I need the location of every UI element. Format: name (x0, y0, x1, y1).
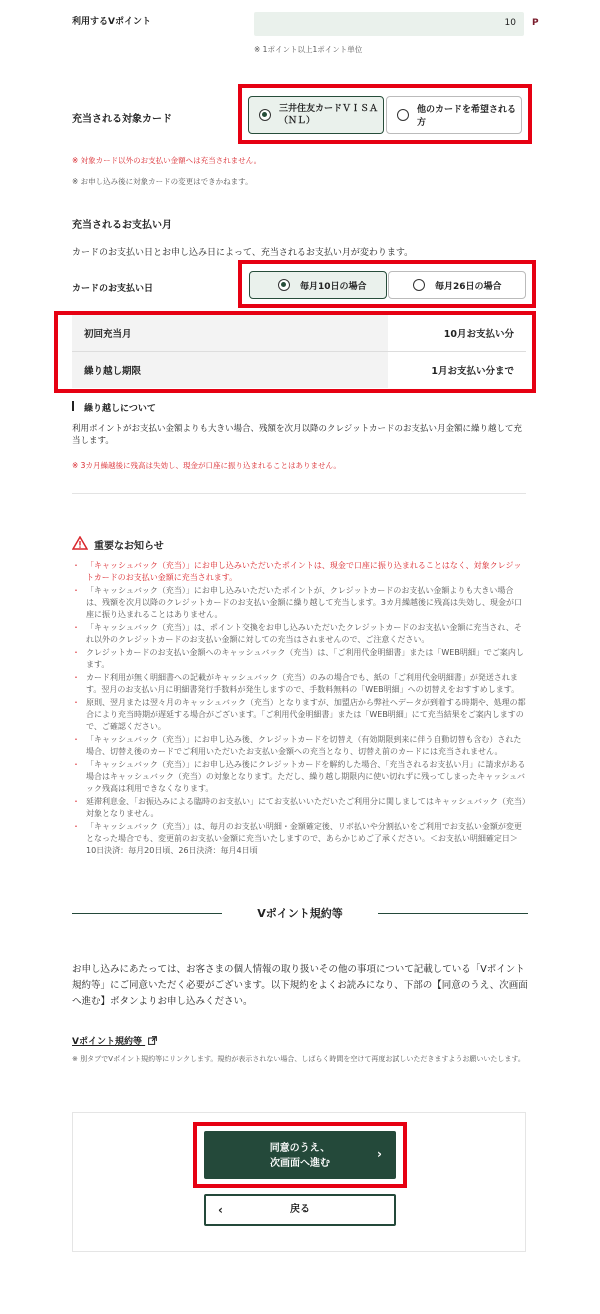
important-item: ・ 「キャッシュバック（充当）」にお申し込みいただいたポイントは、現金で口座に振り込まれることはなく、対象クレジットカードのお支払い金額に充当されます。 (72, 560, 526, 584)
back-button-label: 戻る (290, 1204, 310, 1215)
divider (72, 493, 526, 494)
points-note: ※ 1ポイント以上1ポイント単位 (254, 45, 363, 54)
important-list (72, 560, 526, 858)
target-card-note: ※ お申し込み後に対象カードの変更はできかねます。 (72, 177, 253, 186)
important-item: ・ 「キャッシュバック（充当）」にお申し込み後にクレジットカードを解約した場合、「充当されるお支払い月」に請求がある場合はキャッシュバック（充当）の対象となります。ただし、繰り越し期限内に使い切れずに残ってしまったキャッシュバック残高は利用できなくなります。 (72, 759, 526, 795)
agree-next-label-1: 同意のうえ、 (269, 1143, 331, 1154)
radio-card-nl[interactable] (248, 96, 384, 134)
payment-month-title: 充当されるお支払い月 (72, 220, 172, 231)
radio-card-other[interactable] (386, 96, 522, 134)
heading-rule-right (378, 913, 528, 914)
important-item: ・ カード利用が無く明細書への記載がキャッシュバック（充当）のみの場合でも、紙の「ご利用代金明細書」が発送されます。翌月のお支払い月に明細書発行手数料が発生しますので、手数料無料の「WEB明細」への切替えをおすすめします。 (72, 672, 526, 696)
terms-note: ※ 別タブでVポイント規約等にリンクします。規約が表示されない場合、しばらく時間を空けて再度お試しいただきますようお願いいたします。 (72, 1055, 525, 1063)
schedule-row (72, 352, 526, 388)
chevron-right-icon: › (377, 1147, 382, 1161)
important-title: 重要なお知らせ (94, 541, 164, 552)
schedule-row-value: 1月お支払い分まで (431, 366, 514, 377)
radio-payday-26-label: 毎月26日の場合 (435, 281, 502, 292)
terms-text: お申し込みにあたっては、お客さまの個人情報の取り扱いその他の事項について記載している「Vポイント規約等」にご同意いただく必要がございます。以下規約をよくお読みになり、下部の【同意のうえ、次画面へ進む】ボタンよりお申し込みください。 (72, 964, 528, 1007)
section-marker-icon (72, 401, 74, 411)
radio-payday-10-label: 毎月10日の場合 (300, 281, 367, 292)
carryover-title: 繰り越しについて (84, 404, 156, 414)
pay-day-label: カードのお支払い日 (72, 284, 154, 294)
important-item: ・ 「キャッシュバック（充当）」は、毎月のお支払い明細・金額確定後、リボ払いや分割払いをご利用でお支払い金額が変更となった場合でも、変更前のお支払い金額に充当いたしますので、あらかじめご了承ください。＜お支払い明細確定日＞10日決済：毎月20日頃、26日決済：毎月4日頃 (72, 821, 526, 857)
target-card-label: 充当される対象カード (72, 114, 172, 125)
terms-heading: Vポイント規約等 (257, 907, 343, 920)
chevron-left-icon: ‹ (218, 1203, 223, 1217)
payment-month-description: カードのお支払い日とお申し込み日によって、充当されるお支払い月が変わります。 (72, 248, 414, 258)
terms-link[interactable] (72, 1034, 157, 1047)
radio-card-other-label: 他のカードを希望される方 (417, 105, 517, 128)
agree-next-button[interactable] (204, 1131, 396, 1179)
schedule-row-value: 10月お支払い分 (443, 329, 514, 340)
points-unit: P (532, 18, 539, 28)
carryover-warning: ※ 3カ月繰越後に残高は失効し、現金が口座に振り込まれることはありません。 (72, 461, 341, 470)
important-item: ・ 「キャッシュバック（充当）」にお申し込み後、クレジットカードを切替え（有効期限到来に伴う自動切替も含む）された場合、切替え後のカードでご利用いただいたお支払い金額への充当となり、切替え前のカードには充当されません。 (72, 734, 526, 758)
schedule-row (72, 315, 526, 351)
target-card-warning: ※ 対象カード以外のお支払い金額へは充当されません。 (72, 156, 262, 165)
radio-selected-icon (278, 279, 290, 291)
radio-unselected-icon (397, 109, 409, 121)
radio-unselected-icon (413, 279, 425, 291)
important-item: ・ クレジットカードのお支払い金額へのキャッシュバック（充当）は、「ご利用代金明細書」または「WEB明細」でご案内します。 (72, 647, 526, 671)
points-value: 10 (504, 18, 516, 28)
warning-triangle-icon (72, 536, 88, 550)
carryover-text: 利用ポイントがお支払い金額よりも大きい場合、残額を次月以降のクレジットカードのお支払い月金額に繰り越して充当します。 (72, 424, 523, 446)
heading-rule-left (72, 913, 222, 914)
external-link-icon (148, 1036, 157, 1045)
radio-card-nl-label: 三井住友カードＶＩＳＡ（ＮＬ） (279, 104, 379, 126)
terms-link-label: Vポイント規約等 (72, 1037, 142, 1047)
points-input[interactable] (254, 12, 524, 36)
points-label: 利用するVポイント (72, 17, 151, 27)
back-button[interactable] (204, 1194, 396, 1226)
radio-payday-10[interactable] (249, 271, 387, 299)
radio-payday-26[interactable] (388, 271, 526, 299)
important-item: ・ 延滞利息金、「お振込みによる臨時のお支払い」にてお支払いいただいたご利用分に関しましてはキャッシュバック（充当）対象となりません。 (72, 796, 526, 820)
important-item: ・ 「キャッシュバック（充当）」は、ポイント交換をお申し込みいただいたクレジットカードのお支払い金額に充当され、それ以外のクレジットカードのお支払い金額に対しての充当はされませんので、ご注意ください。 (72, 622, 526, 646)
important-item: ・ 原則、翌月または翌々月のキャッシュバック（充当）となりますが、加盟店から弊社へデータが到着する時期や、処理の都合により充当時期が遅延する場合がございます。「ご利用代金明細書」または「WEB明細」にて充当結果をご案内しますので、ご確認ください。 (72, 697, 526, 733)
radio-selected-icon (259, 109, 271, 121)
important-item: ・ 「キャッシュバック（充当）」にお申し込みいただいたポイントが、クレジットカードのお支払い金額よりも大きい場合は、残額を次月以降のクレジットカードのお支払い金額に繰り越して充当します。3カ月繰越後に残高は失効し、現金が口座に振り込まれることはありません。 (72, 585, 526, 621)
agree-next-label-2: 次画面へ進む (270, 1158, 330, 1169)
schedule-row-label: 繰り越し期限 (72, 352, 388, 388)
schedule-row-label: 初回充当月 (72, 315, 388, 351)
